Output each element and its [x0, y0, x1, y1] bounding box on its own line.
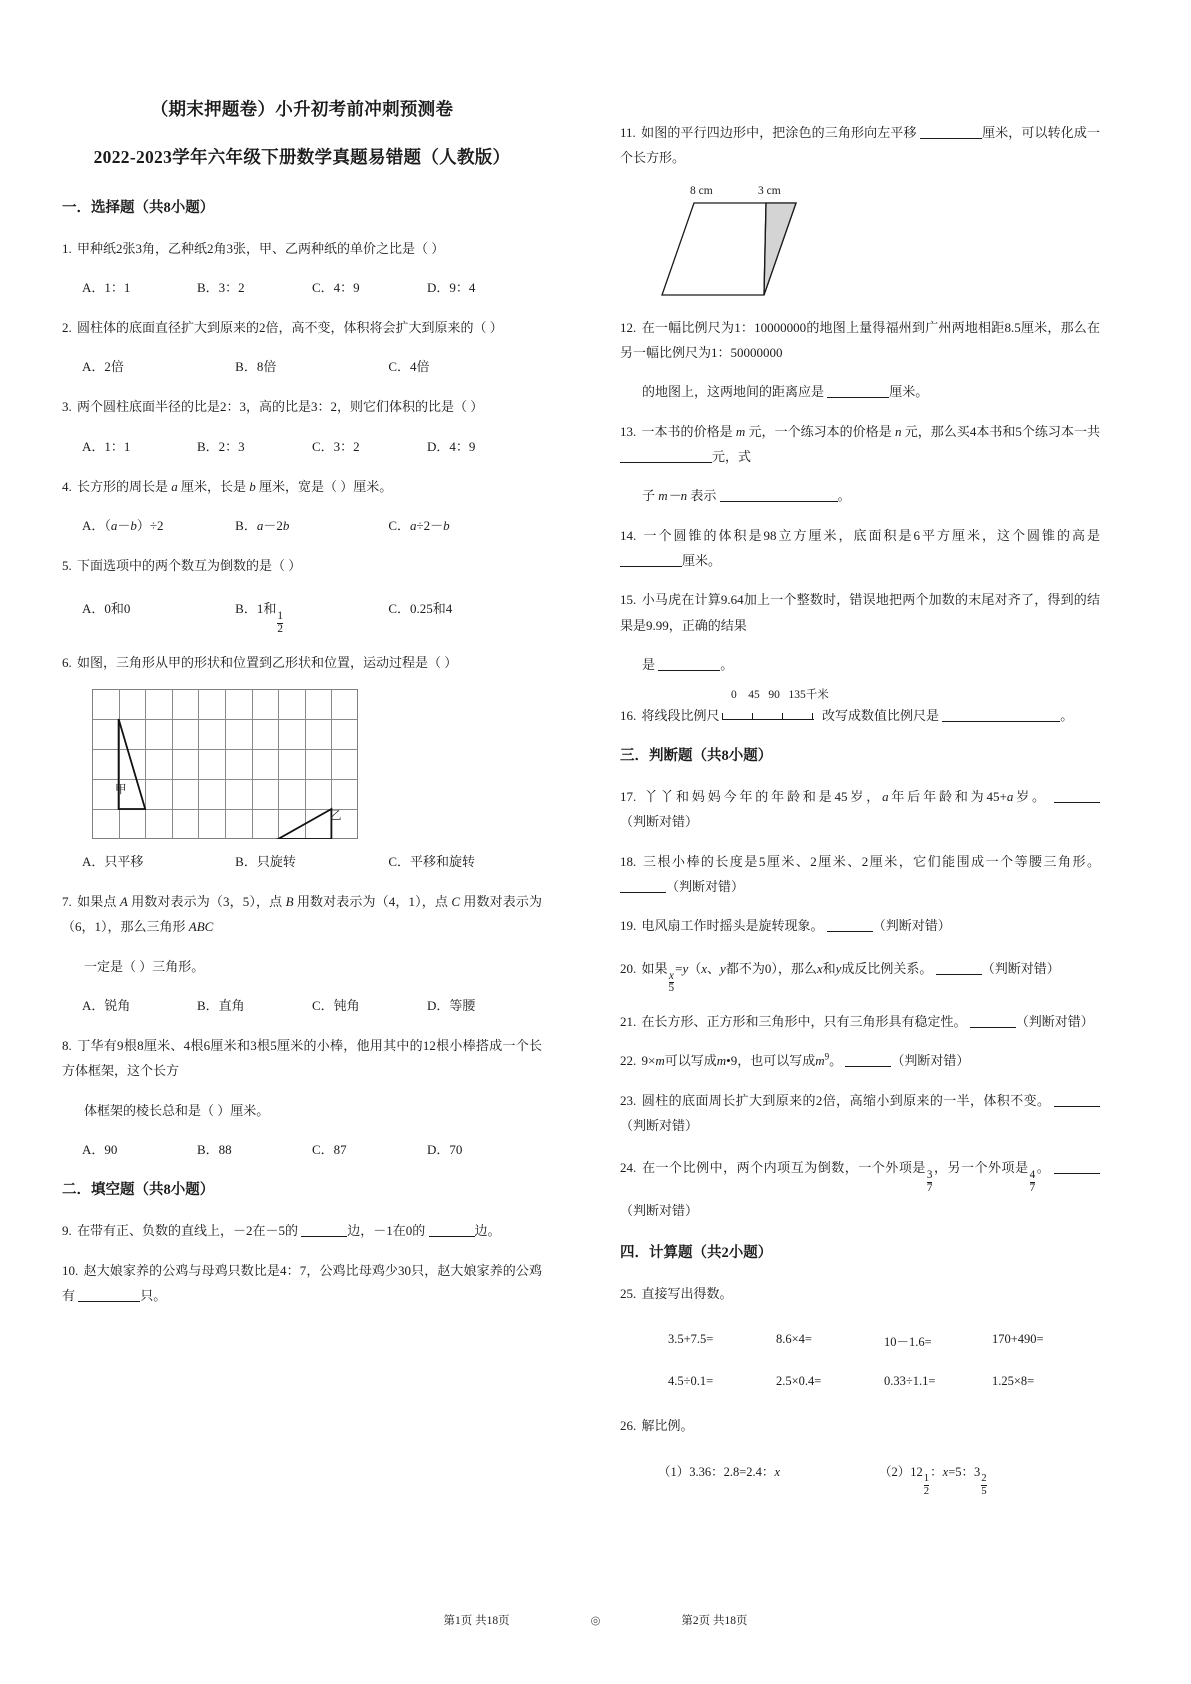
question-9 [62, 1218, 542, 1243]
question-17 [620, 784, 1100, 835]
question-13-text-b: 元，一个练习本的价格是 [748, 423, 892, 439]
question-7-text-c: 用数对表示为（4，1），点 [296, 894, 448, 910]
option-2-a[interactable]: A．2倍 [82, 359, 124, 375]
option-4-b-var2: b [282, 518, 290, 534]
question-4-text-c: 厘米，宽是（ ）厘米。 [259, 478, 393, 494]
question-24-fraction-1 [927, 1170, 933, 1194]
answer-blank[interactable] [78, 1301, 140, 1302]
calc-item[interactable]: 170+490= [992, 1332, 1044, 1347]
question-16-text-a: 将线段比例尺 [641, 708, 720, 724]
option-4-a-pre: A．（ [82, 518, 111, 534]
question-5-options [62, 592, 542, 635]
calc-item[interactable]: 10－1.6= [884, 1335, 932, 1350]
question-24-f2-numerator: 4 [1029, 1169, 1036, 1182]
question-8-line2: 体框架的棱长总和是（ ）厘米。 [84, 1102, 270, 1118]
question-12-text-b: 厘米。 [889, 384, 929, 400]
scale-tick [782, 713, 784, 720]
question-20-number: 20. [620, 960, 637, 976]
option-8-a[interactable]: A．90 [82, 1142, 118, 1158]
question-4-number: 4. [62, 478, 72, 494]
question-4-options [62, 513, 542, 539]
question-14-text-a: 一个圆锥的体积是98立方厘米，底面积是6平方厘米，这个圆锥的高是 [643, 527, 1100, 543]
question-9-text-a: 在带有正、负数的直线上，－2在－5的 [77, 1223, 299, 1239]
question-12-number: 12. [620, 319, 637, 335]
answer-blank[interactable] [920, 138, 982, 139]
section-heading-judge: 三．判断题（共8小题） [620, 747, 773, 764]
question-7-options [62, 993, 542, 1019]
answer-blank[interactable] [845, 1066, 891, 1067]
question-19-tag: （判断对错） [872, 918, 951, 934]
question-8-text-line1: 丁华有9根8厘米、4根6厘米和3根5厘米的小棒，他用其中的12根小棒搭成一个长方体框架，这个长方 [62, 1038, 542, 1079]
question-5-text: 下面选项中的两个数互为倒数的是（ ） [77, 558, 302, 574]
option-4-a-mid: － [117, 518, 131, 534]
question-20-text-f: 和 [822, 960, 836, 976]
question-4-var-b: b [249, 478, 256, 494]
question-21 [620, 1009, 1100, 1034]
question-20-text-g: 成反比例关系。 [841, 960, 933, 976]
question-10-text-b: 只。 [140, 1287, 167, 1303]
question-3 [62, 394, 542, 419]
question-11-text-b: 厘米，可以转化成一个长方形。 [620, 125, 1100, 166]
answer-blank[interactable] [827, 931, 873, 932]
question-3-number: 3. [62, 399, 72, 415]
question-23-number: 23. [620, 1092, 637, 1108]
proportion-1-text: （1）3.36：2.8=2.4： [658, 1464, 775, 1479]
question-18-tag: （判断对错） [666, 879, 745, 895]
scale-unit-label: 千米 [805, 689, 829, 702]
proportion-1-var: x [774, 1464, 780, 1479]
option-6-b[interactable]: B．只旋转 [235, 854, 296, 870]
question-13-number: 13. [620, 423, 637, 439]
question-24-tag: （判断对错） [620, 1202, 699, 1218]
question-18-text: 三根小棒的长度是5厘米、2厘米、2厘米，它们能围成一个等腰三角形。 [642, 853, 1100, 869]
footer-page-left: 第1页 共18页 [443, 1615, 510, 1627]
option-5-b-numerator: 1 [277, 610, 283, 623]
option-4-b[interactable] [235, 513, 388, 539]
question-11-text-a: 如图的平行四边形中，把涂色的三角形向左平移 [641, 125, 917, 140]
option-5-b[interactable] [235, 592, 388, 635]
question-7-var-B: B [285, 894, 294, 910]
option-7-d[interactable]: D．等腰 [427, 998, 476, 1014]
question-3-options [62, 434, 542, 460]
footer-page-right: 第2页 共18页 [681, 1615, 748, 1627]
question-13-l2-b: 表示 [690, 488, 717, 504]
question-14-number: 14. [620, 527, 637, 543]
question-7-var-ABC: ABC [188, 919, 214, 935]
question-2-options [62, 354, 542, 380]
option-4-b-pre: B． [235, 518, 257, 534]
question-13-line2 [620, 483, 1100, 508]
question-6-options [62, 849, 542, 875]
option-2-b[interactable]: B．8倍 [235, 359, 277, 375]
question-4-text-b: 厘米，长是 [181, 478, 247, 494]
calc-item[interactable]: 1.25×8= [992, 1374, 1035, 1389]
question-6-figure [92, 689, 358, 839]
question-19-number: 19. [620, 918, 637, 934]
question-10-text-a: 赵大娘家养的公鸡与母鸡只数比是4：7，公鸡比母鸡少30只，赵大娘家养的公鸡有 [62, 1262, 542, 1303]
answer-blank[interactable] [1054, 1173, 1100, 1174]
option-1-c[interactable]: C．4：9 [312, 280, 360, 296]
question-12-line2 [620, 379, 1100, 404]
question-3-text: 两个圆柱底面半径的比是2：3，高的比是3：2，则它们体积的比是（ ） [77, 399, 484, 415]
question-25 [620, 1281, 1100, 1306]
answer-blank[interactable] [620, 462, 712, 463]
question-17-var-a2: a [1006, 789, 1014, 804]
calc-row-1 [620, 1332, 1100, 1350]
option-4-a-post: ）÷2 [136, 518, 164, 534]
calc-item[interactable]: 4.5÷0.1= [668, 1374, 714, 1389]
proportion-2-f2-denominator: 5 [981, 1484, 987, 1497]
proportion-2-f2-numerator: 2 [981, 1472, 987, 1485]
grid-triangles [92, 689, 358, 839]
answer-blank[interactable] [970, 1027, 1016, 1028]
scale-label-135: 135 [788, 689, 806, 702]
question-20-var-y: y [682, 960, 689, 976]
option-1-b[interactable]: B．3：2 [197, 280, 245, 296]
scale-tick [722, 713, 724, 720]
question-20-var-y2: y [720, 960, 726, 976]
option-6-c[interactable]: C．平移和旋转 [388, 854, 476, 870]
option-5-c[interactable]: C．0.25和4 [388, 601, 453, 617]
question-17-tag: （判断对错） [620, 814, 699, 830]
answer-blank[interactable] [658, 670, 720, 671]
answer-blank[interactable] [942, 721, 1060, 722]
question-16-text-c: 。 [1060, 708, 1074, 724]
option-4-a-var2: b [130, 518, 137, 534]
question-25-text: 直接写出得数。 [641, 1286, 733, 1302]
footer-divider-icon: ◎ [590, 1615, 601, 1627]
question-20-numerator: x [668, 969, 674, 982]
question-24-f2-denominator: 7 [1029, 1181, 1036, 1194]
question-20-text-e: 都不为0），那么 [725, 960, 817, 976]
question-7-line2: 一定是（ ）三角形。 [84, 958, 205, 974]
question-24 [620, 1152, 1100, 1225]
calc-item[interactable]: 0.33÷1.1= [884, 1374, 936, 1389]
option-8-c[interactable]: C．87 [312, 1142, 347, 1158]
question-22-text-c: •9，也可以写成 [726, 1053, 816, 1069]
option-4-b-mid: －2 [263, 518, 283, 534]
section-heading-calc: 四．计算题（共2小题） [620, 1244, 773, 1261]
scale-bar-labels [731, 684, 829, 706]
question-22 [620, 1048, 1100, 1073]
question-19-text: 电风扇工作时摇头是旋转现象。 [641, 918, 824, 934]
question-20-var-x3: x [816, 960, 823, 976]
option-1-a[interactable]: A．1：1 [82, 280, 131, 296]
question-26 [620, 1413, 1100, 1438]
question-13-var-m: m [735, 423, 746, 439]
question-23-tag: （判断对错） [620, 1118, 699, 1134]
question-7-number: 7. [62, 894, 72, 910]
question-18-number: 18. [620, 853, 637, 869]
option-5-b-denominator: 2 [277, 622, 283, 635]
question-14 [620, 523, 1100, 574]
question-7-var-C: C [451, 894, 461, 910]
question-8-number: 8. [62, 1038, 72, 1054]
question-25-number: 25. [620, 1286, 637, 1302]
question-12 [620, 315, 1100, 366]
proportion-2-var: x [942, 1464, 949, 1479]
option-3-d[interactable]: D．4：9 [427, 438, 476, 454]
question-26-text: 解比例。 [641, 1418, 694, 1434]
question-21-number: 21. [620, 1014, 637, 1029]
question-4-text-a: 长方形的周长是 [77, 478, 169, 494]
question-2 [62, 315, 542, 340]
question-10 [62, 1258, 542, 1309]
question-18 [620, 849, 1100, 900]
question-4 [62, 474, 542, 499]
question-1-text: 甲种纸2张3角，乙种纸2角3张，甲、乙两种纸的单价之比是（ ） [77, 240, 445, 256]
option-4-c-var2: b [443, 518, 450, 534]
proportion-2-fraction-2 [981, 1473, 986, 1497]
answer-blank[interactable] [936, 974, 982, 975]
option-5-b-fraction [277, 611, 283, 635]
question-20-var-y3: y [835, 960, 842, 976]
question-20 [620, 953, 1100, 995]
question-22-tag: （判断对错） [891, 1053, 970, 1069]
right-column [620, 120, 1100, 1497]
question-20-text-c: （ [688, 960, 702, 976]
question-15-l2-a: 是 [642, 657, 656, 673]
option-4-c-mid: ÷2－ [416, 518, 444, 534]
answer-blank[interactable] [429, 1236, 475, 1237]
option-3-b[interactable]: B．2：3 [197, 438, 245, 454]
question-26-items [620, 1459, 1100, 1497]
scale-label-0: 0 [731, 689, 737, 702]
option-1-d[interactable]: D．9：4 [427, 280, 476, 296]
question-7 [62, 889, 542, 940]
left-column [62, 96, 542, 1322]
question-24-text-c: 。 [1036, 1160, 1051, 1176]
question-16-text-b: 改写成数值比例尺是 [822, 708, 940, 724]
question-16-number: 16. [620, 708, 637, 724]
proportion-2-fraction-1 [924, 1473, 929, 1497]
option-4-a[interactable] [82, 513, 235, 539]
question-12-text-line1: 在一幅比例尺为1：10000000的地图上量得福州到广州两地相距8.5厘米，那么在另一幅比例尺为1：50000000 [620, 319, 1100, 361]
question-13-text-c: 元，那么买4本书和5个练习本一共 [904, 423, 1100, 439]
question-15-l2-b: 。 [720, 657, 734, 673]
question-11-number: 11. [620, 125, 636, 140]
question-15-line2 [620, 652, 1100, 677]
question-20-var-x2: x [701, 960, 708, 976]
section-heading-choice: 一．选择题（共8小题） [62, 199, 215, 216]
proportion-item-1[interactable] [658, 1459, 879, 1497]
option-7-c[interactable]: C．钝角 [312, 998, 360, 1014]
question-22-exponent: 9 [824, 1052, 830, 1063]
question-11-figure [654, 185, 864, 305]
proportion-2-f1-denominator: 2 [923, 1484, 930, 1497]
option-4-a-var1: a [110, 518, 118, 534]
question-24-number: 24. [620, 1160, 637, 1176]
question-12-text-a: 的地图上，这两地间的距离应是 [642, 384, 825, 400]
option-4-b-var1: a [256, 518, 264, 534]
question-24-fraction-2 [1030, 1170, 1036, 1194]
question-17-text-b: 年后年龄和为45+ [888, 789, 1007, 804]
option-6-a[interactable]: A．只平移 [82, 854, 144, 870]
question-24-text-a: 在一个比例中，两个内项互为倒数，一个外项是 [642, 1160, 926, 1176]
question-7-text-a: 如果点 [77, 894, 117, 910]
question-19 [620, 913, 1100, 938]
option-3-a[interactable]: A．1：1 [82, 438, 131, 454]
proportion-2-eq: =5：3 [948, 1464, 981, 1479]
question-17-number: 17. [620, 789, 637, 804]
parallelogram-label-left: 8 cm [690, 184, 713, 197]
answer-blank[interactable] [827, 397, 889, 398]
question-15-text-line1: 小马虎在计算9.64加上一个整数时，错误地把两个加数的末尾对齐了，得到的结果是9.99，正确的结果 [620, 592, 1100, 633]
question-16 [620, 689, 1100, 728]
question-7-var-A: A [119, 894, 128, 910]
question-20-text-b: = [675, 960, 683, 976]
proportion-item-2[interactable] [879, 1459, 1100, 1497]
answer-blank[interactable] [1054, 802, 1100, 803]
question-10-number: 10. [62, 1262, 79, 1278]
triangle-label-yi: 乙 [330, 810, 342, 823]
question-8-options [62, 1137, 542, 1163]
answer-blank[interactable] [1054, 1106, 1100, 1107]
question-23 [620, 1088, 1100, 1139]
question-13-text-d: 元，式 [712, 449, 752, 465]
question-1-number: 1. [62, 240, 72, 256]
scale-bar-line [722, 719, 814, 721]
option-7-a[interactable]: A．锐角 [82, 998, 131, 1014]
question-5 [62, 553, 542, 578]
option-8-d[interactable]: D．70 [427, 1142, 463, 1158]
question-24-text-b: ，另一个外项是 [933, 1160, 1029, 1176]
question-1-options [62, 275, 542, 301]
calc-item[interactable]: 2.5×0.4= [776, 1374, 822, 1389]
question-26-number: 26. [620, 1418, 637, 1434]
question-15-number: 15. [620, 592, 637, 608]
parallelogram-label-right: 3 cm [758, 184, 781, 197]
question-17-text-a: 丫丫和妈妈今年的年龄和是45岁， [644, 789, 883, 804]
answer-blank[interactable] [620, 566, 682, 567]
question-14-text-b: 厘米。 [682, 553, 722, 569]
question-4-var-a: a [171, 478, 178, 494]
proportion-2-f1-numerator: 1 [923, 1472, 930, 1485]
question-20-fraction [669, 971, 675, 995]
question-1 [62, 236, 542, 261]
option-7-b[interactable]: B．直角 [197, 998, 245, 1014]
question-13-var-n: n [894, 423, 902, 439]
scale-label-90: 90 [768, 689, 780, 702]
option-8-b[interactable]: B．88 [197, 1142, 232, 1158]
question-13-text-a: 一本书的价格是 [641, 423, 733, 439]
question-6-number: 6. [62, 654, 72, 670]
page-title-line1: （期末押题卷）小升初考前冲刺预测卷 [150, 99, 454, 119]
calc-row-2 [620, 1374, 1100, 1389]
page-footer [0, 1612, 1191, 1628]
question-9-number: 9. [62, 1223, 72, 1239]
answer-blank[interactable] [301, 1236, 347, 1237]
answer-blank[interactable] [720, 501, 838, 502]
question-22-var-m: m [655, 1053, 665, 1069]
question-15 [620, 587, 1100, 638]
scale-bar-graphic [722, 709, 814, 723]
question-9-text-c: 边。 [474, 1223, 501, 1239]
proportion-2-mid: ： [930, 1464, 943, 1479]
scale-label-45: 45 [748, 689, 760, 702]
triangle-label-jia: 甲 [115, 784, 127, 797]
option-5-a[interactable]: A．0和0 [82, 601, 131, 617]
question-13-l2-c: 。 [837, 488, 851, 504]
question-8 [62, 1033, 542, 1084]
question-21-text: 在长方形、正方形和三角形中，只有三角形具有稳定性。 [641, 1014, 967, 1029]
question-20-text-d: 、 [707, 960, 721, 976]
calc-item[interactable]: 3.5+7.5= [668, 1332, 714, 1347]
scale-tick [812, 713, 814, 720]
answer-blank[interactable] [620, 892, 666, 893]
question-24-f1-numerator: 3 [926, 1169, 933, 1182]
question-2-number: 2. [62, 320, 72, 336]
question-7-text-b: 用数对表示为（3，5），点 [131, 894, 283, 910]
question-24-f1-denominator: 7 [926, 1181, 933, 1194]
calc-item[interactable]: 8.6×4= [776, 1332, 812, 1347]
question-7-text-d: 用数对表示为（6，1），那么三角形 [62, 894, 542, 935]
question-11 [620, 120, 1100, 171]
option-4-c[interactable] [388, 513, 541, 539]
question-20-text-a: 如果 [641, 960, 668, 976]
option-2-c[interactable]: C．4倍 [388, 359, 430, 375]
question-5-number: 5. [62, 558, 72, 574]
question-17-text-c: 岁。 [1013, 789, 1048, 804]
question-22-text-b: 可以写成 [664, 1053, 717, 1069]
question-6 [62, 650, 542, 675]
question-22-var-m3: m [815, 1053, 825, 1069]
question-20-denominator: 5 [668, 982, 675, 995]
question-23-text: 圆柱的底面周长扩大到原来的2倍，高缩小到原来的一半，体积不变。 [641, 1092, 1051, 1108]
section-heading-fill: 二．填空题（共8小题） [62, 1182, 215, 1199]
option-5-b-pre: B．1和 [235, 601, 277, 617]
question-22-text-d: 。 [829, 1053, 843, 1069]
parallelogram-shape [654, 185, 864, 305]
question-13 [620, 419, 1100, 470]
scale-tick [752, 713, 754, 720]
question-13-expression: m－n [658, 488, 688, 504]
question-13-l2-a: 子 [642, 488, 656, 504]
question-2-text: 圆柱体的底面直径扩大到原来的2倍，高不变，体积将会扩大到原来的（ ） [77, 320, 503, 336]
page-title-line2: 2022-2023学年六年级下册数学真题易错题（人教版） [93, 147, 511, 168]
question-17-var-a: a [882, 789, 889, 804]
question-22-var-m2: m [716, 1053, 727, 1069]
question-6-text: 如图，三角形从甲的形状和位置到乙形状和位置，运动过程是（ ） [77, 654, 458, 670]
option-4-c-var1: a [410, 518, 417, 534]
option-4-c-pre: C． [388, 518, 411, 534]
option-3-c[interactable]: C．3：2 [312, 438, 360, 454]
question-22-text-a: 9× [641, 1053, 656, 1069]
question-20-tag: （判断对错） [981, 960, 1060, 976]
question-21-tag: （判断对错） [1015, 1014, 1094, 1029]
proportion-2-pre: （2）12 [879, 1464, 923, 1479]
question-22-number: 22. [620, 1053, 637, 1069]
question-9-text-b: 边，－1在0的 [347, 1223, 426, 1239]
